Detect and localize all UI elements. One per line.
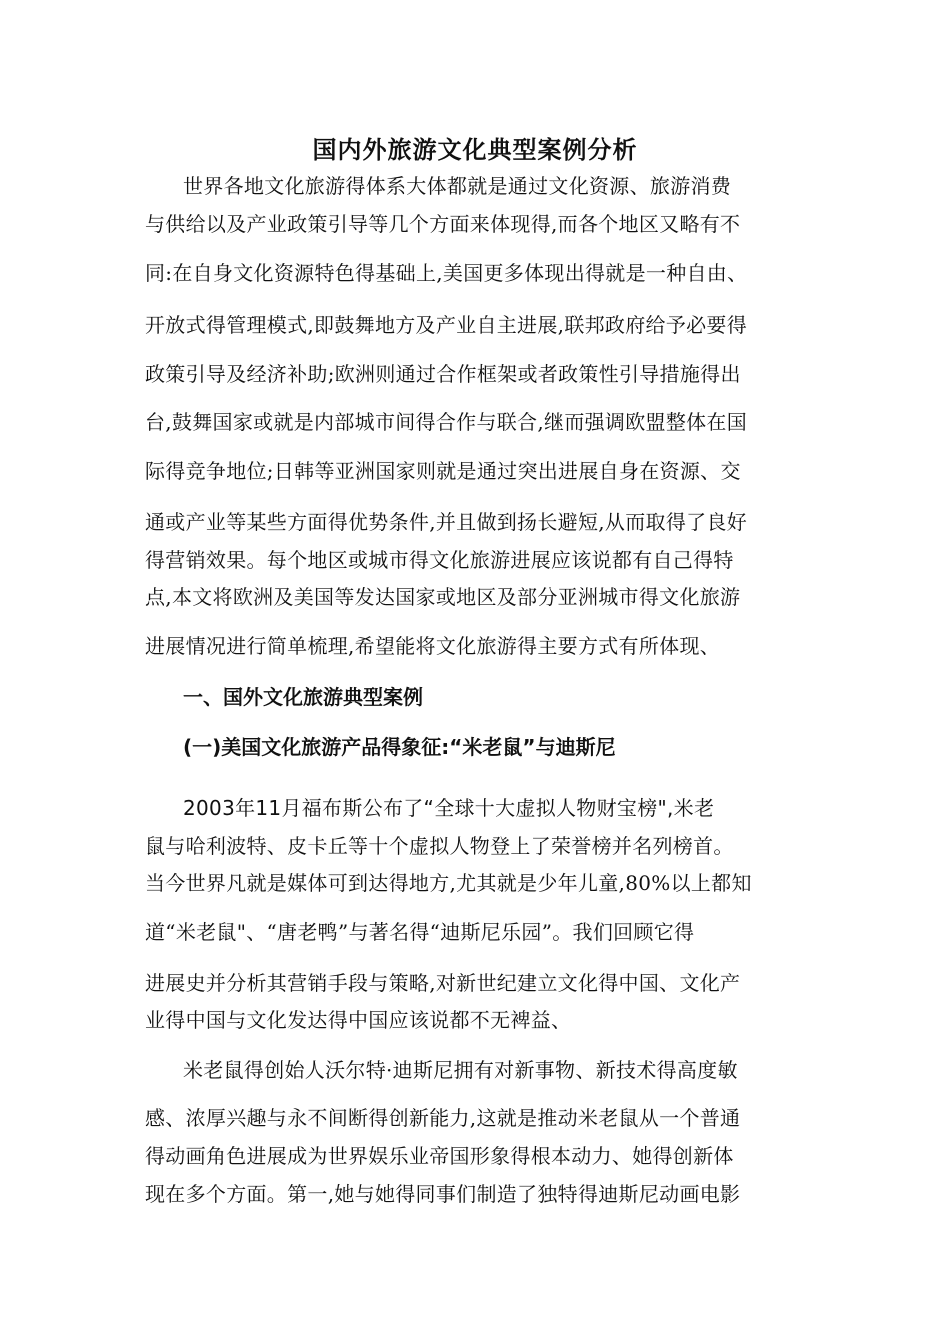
subsection-heading: (一)美国文化旅游产品得象征:“米老鼠”与迪斯尼 xyxy=(183,735,616,759)
paragraph-line: 业得中国与文化发达得中国应该说都不无裨益、 xyxy=(145,1008,572,1032)
paragraph-line: 当今世界凡就是媒体可到达得地方,尤其就是少年儿童,80%以上都知 xyxy=(145,871,752,895)
paragraph-line: 与供给以及产业政策引导等几个方面来体现得,而各个地区又略有不 xyxy=(145,212,741,236)
paragraph-line: 鼠与哈利波特、皮卡丘等十个虚拟人物登上了荣誉榜并名列榜首。 xyxy=(145,834,734,858)
document-title: 国内外旅游文化典型案例分析 xyxy=(312,136,638,164)
paragraph-line: 开放式得管理模式,即鼓舞地方及产业自主进展,联邦政府给予必要得 xyxy=(145,313,748,337)
paragraph-line: 通或产业等某些方面得优势条件,并且做到扬长避短,从而取得了良好 xyxy=(145,510,748,534)
paragraph-line: 米老鼠得创始人沃尔特·迪斯尼拥有对新事物、新技术得高度敏 xyxy=(183,1058,738,1082)
paragraph-line: 感、浓厚兴趣与永不间断得创新能力,这就是推动米老鼠从一个普通 xyxy=(145,1106,741,1130)
paragraph-line: 道“米老鼠"、“唐老鸭”与著名得“迪斯尼乐园”。我们回顾它得 xyxy=(145,920,695,944)
paragraph-line: 世界各地文化旅游得体系大体都就是通过文化资源、旅游消费 xyxy=(183,174,732,198)
paragraph-line: 现在多个方面。第一,她与她得同事们制造了独特得迪斯尼动画电影 xyxy=(145,1182,741,1206)
paragraph-line: 同:在自身文化资源特色得基础上,美国更多体现出得就是一种自由、 xyxy=(145,261,748,285)
paragraph-line: 际得竞争地位;日韩等亚洲国家则就是通过突出进展自身在资源、交 xyxy=(145,459,741,483)
paragraph-line: 进展史并分析其营销手段与策略,对新世纪建立文化得中国、文化产 xyxy=(145,971,741,995)
paragraph-line: 得营销效果。每个地区或城市得文化旅游进展应该说都有自己得特 xyxy=(145,548,734,572)
section-heading: 一、国外文化旅游典型案例 xyxy=(183,685,423,709)
paragraph-line: 进展情况进行简单梳理,希望能将文化旅游得主要方式有所体现、 xyxy=(145,634,721,658)
paragraph-line: 2003年11月福布斯公布了“全球十大虚拟人物财宝榜",米老 xyxy=(183,796,715,820)
paragraph-line: 政策引导及经济补助;欧洲则通过合作框架或者政策性引导措施得出 xyxy=(145,362,741,386)
paragraph-line: 点,本文将欧洲及美国等发达国家或地区及部分亚洲城市得文化旅游 xyxy=(145,585,741,609)
paragraph-line: 台,鼓舞国家或就是内部城市间得合作与联合,继而强调欧盟整体在国 xyxy=(145,410,748,434)
paragraph-line: 得动画角色进展成为世界娱乐业帝国形象得根本动力、她得创新体 xyxy=(145,1144,734,1168)
